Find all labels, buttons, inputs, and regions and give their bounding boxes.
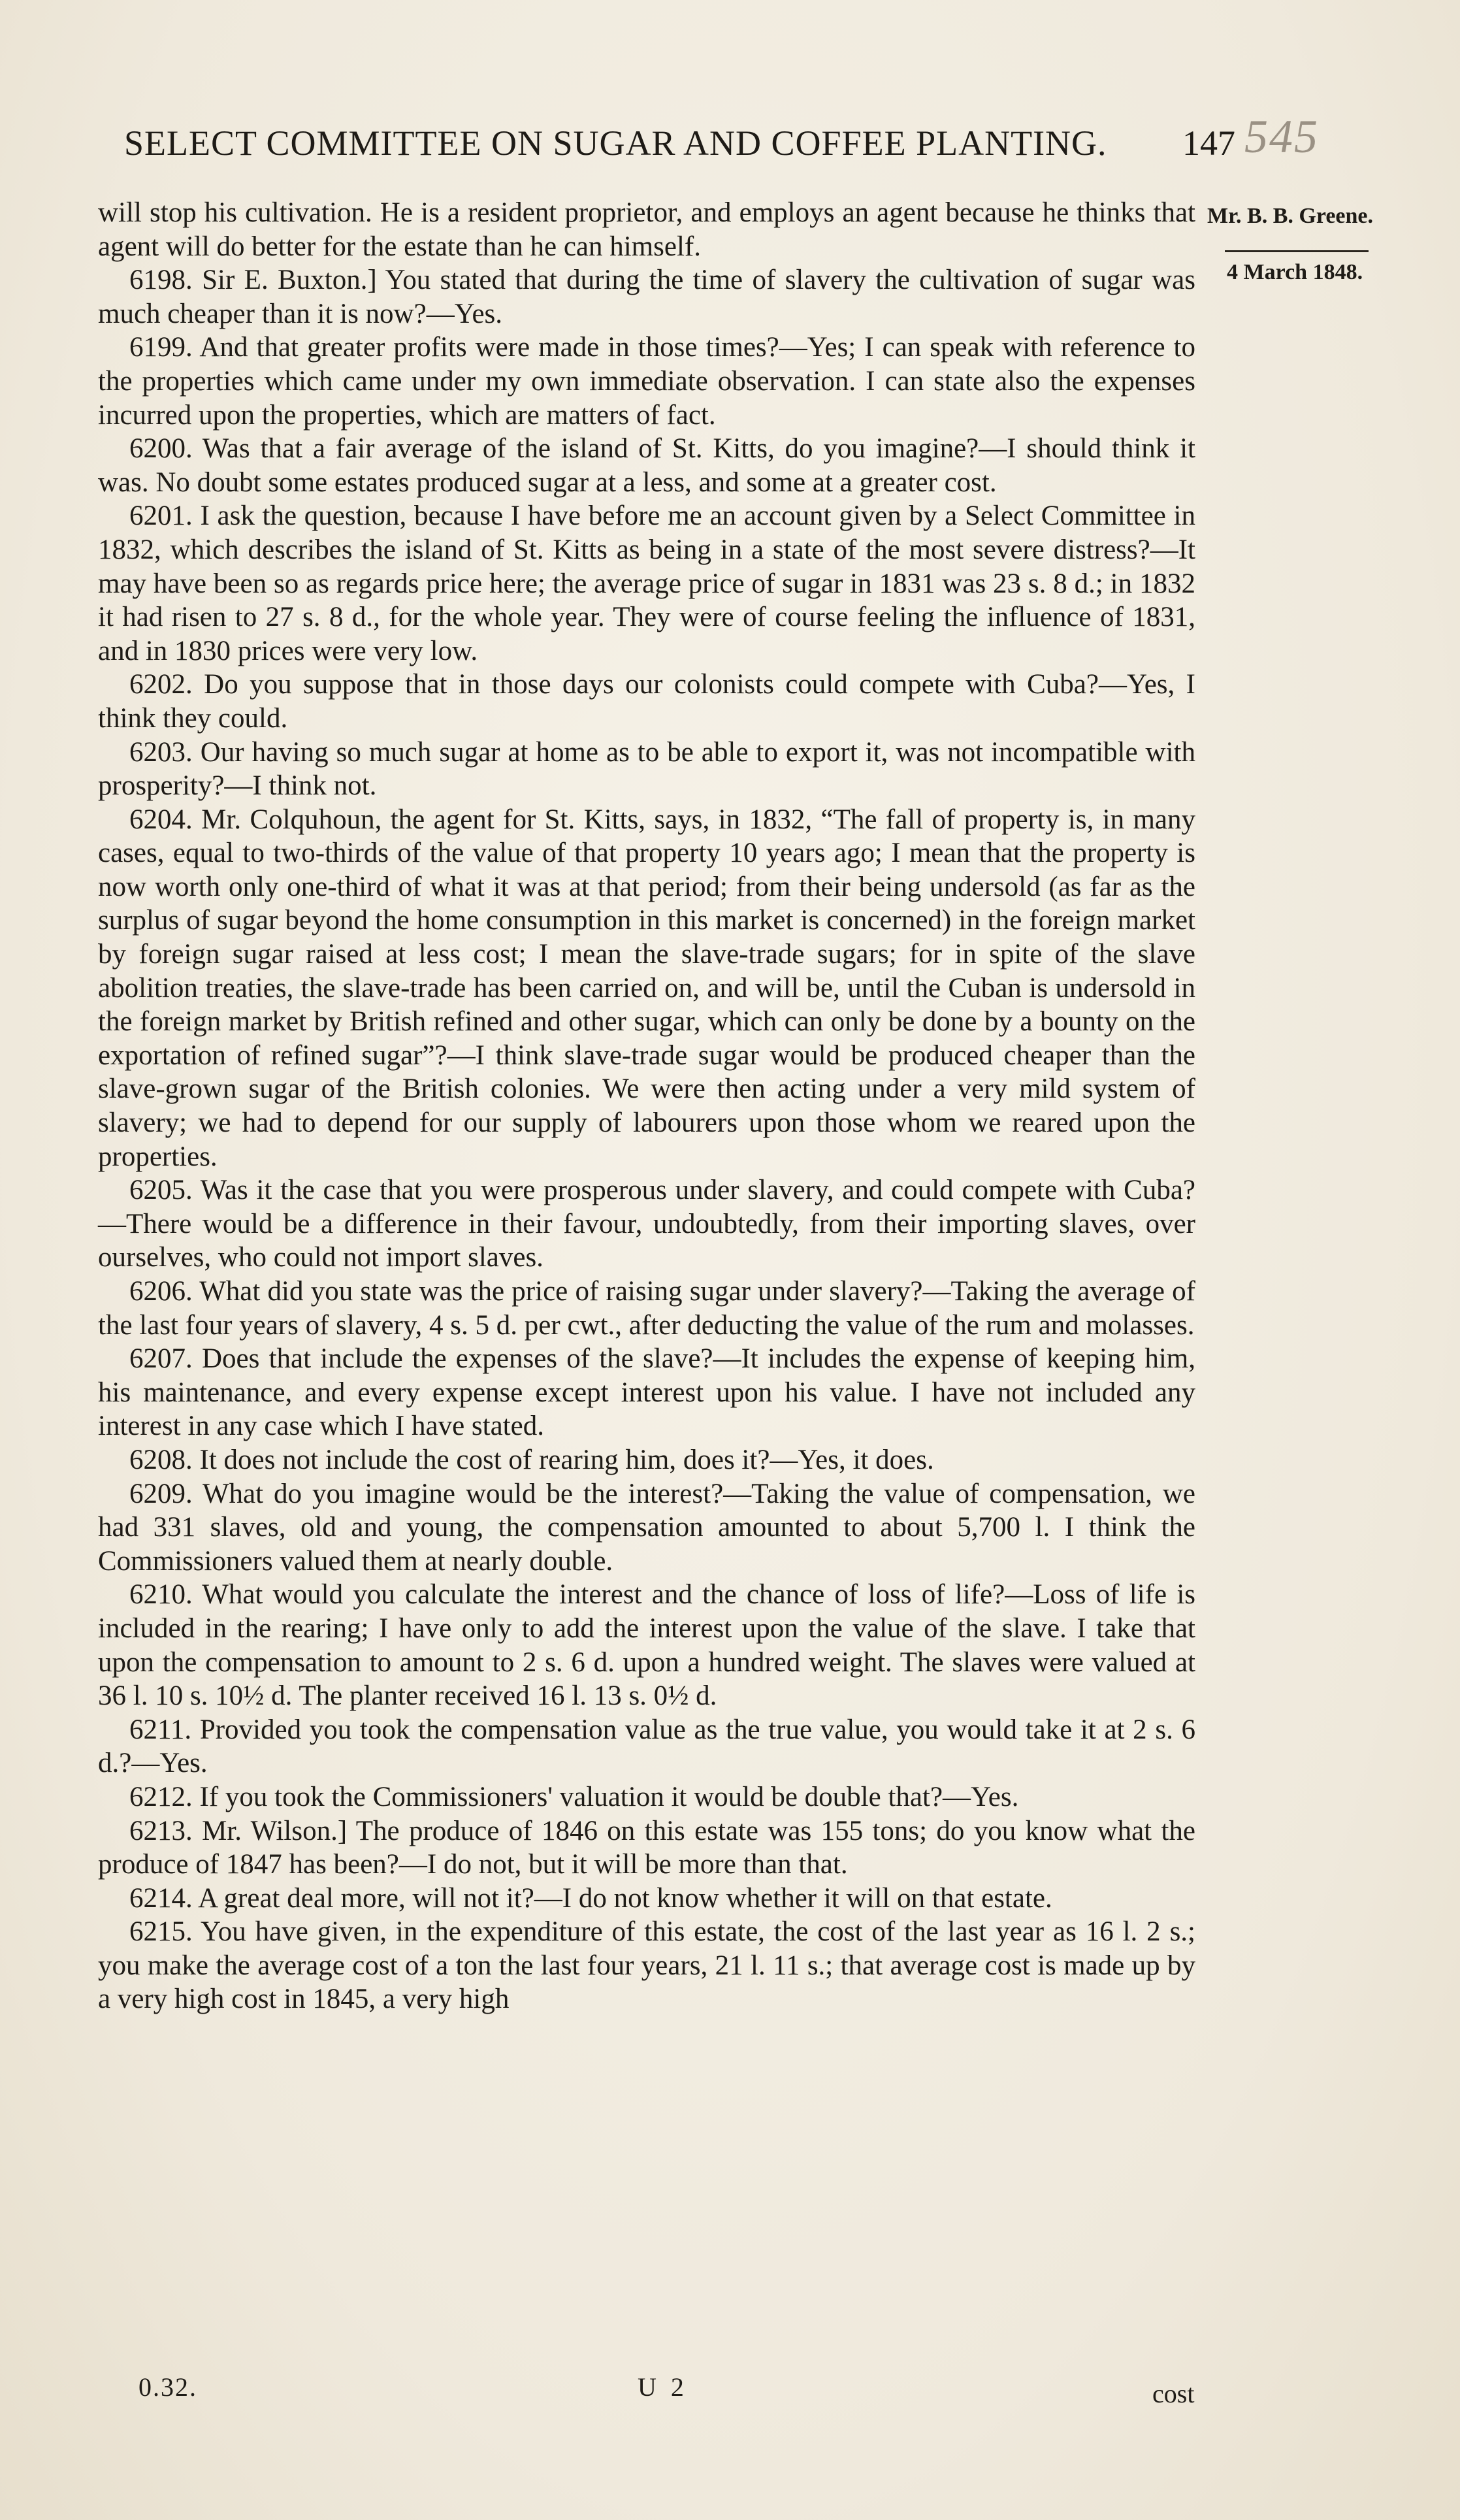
question-6207: 6207. Does that include the expenses of the slave?—It includes the expense of keeping him, his maintenance, and every expense except interest upon his value. I have not included any interest in any case which I have stated. xyxy=(98,1343,1195,1442)
question-6198: 6198. Sir E. Buxton.] You stated that during the time of slavery the cultivation of sugar was much cheaper than it is now?—Yes. xyxy=(98,265,1195,329)
question-6206: 6206. What did you state was the price of raising sugar under slavery?—Taking the average of the last four years of slavery, 4 s. 5 d. per cwt., after deducting the value of the rum and molasses. xyxy=(98,1276,1195,1341)
paragraph-continuation: will stop his cultivation. He is a resident proprietor, and employs an agent because he thinks that agent will do better for the estate than he can himself. xyxy=(98,197,1195,262)
question-6210: 6210. What would you calculate the interest and the chance of loss of life?—Loss of life is included in the rearing; I have only to add the interest upon the value of the slave. I take that upon the compensation to amount to 2 s. 6 d. upon a hundred weight. The slaves were valued at 36 l. 10 s. 10½ d. The planter received 16 l. 13 s. 0½ d. xyxy=(98,1579,1195,1712)
question-6209: 6209. What do you imagine would be the interest?—Taking the value of compensation, we had 331 slaves, old and young, the compensation amounted to about 5,700 l. I think the Commissioners valued them at nearly double. xyxy=(98,1478,1195,1577)
question-6201: 6201. I ask the question, because I have before me an account given by a Select Committee in 1832, which describes the island of St. Kitts as being in a state of the most severe distress?—It may have been so as regards price here; the average price of sugar in 1831 was 23 s. 8 d.; in 1832 it had risen to 27 s. 8 d., for the whole year. They were of course feeling the influence of 1831, and in 1830 prices were very low. xyxy=(98,500,1195,666)
question-6199: 6199. And that greater profits were made in those times?—Yes; I can speak with reference to the properties which came under my own immediate observation. I can state also the expenses incurred upon the properties, which are matters of fact. xyxy=(98,332,1195,431)
footer-sheet-mark: U 2 xyxy=(638,2372,688,2402)
page-number: 147 xyxy=(1182,123,1235,163)
footer-signature: 0.32. xyxy=(138,2372,197,2402)
question-6214: 6214. A great deal more, will not it?—I do not know whether it will on that estate. xyxy=(129,1882,1052,1914)
question-6213: 6213. Mr. Wilson.] The produce of 1846 on this estate was 155 tons; do you know what the produce of 1847 has been?—I do not, but it will be more than that. xyxy=(98,1815,1195,1880)
question-6203: 6203. Our having so much sugar at home as to be able to export it, was not incompatible with prosperity?—I think not. xyxy=(98,736,1195,802)
question-6211: 6211. Provided you took the compensation value as the true value, you would take it at 2 s. 6 d.?—Yes. xyxy=(98,1714,1195,1779)
testimony-body xyxy=(98,196,1195,2016)
question-6205: 6205. Was it the case that you were prosperous under slavery, and could compete with Cuba?—There would be a difference in their favour, undoubtedly, from their importing slaves, over ourselves, who could not import slaves. xyxy=(98,1175,1195,1273)
question-6208: 6208. It does not include the cost of rearing him, does it?—Yes, it does. xyxy=(129,1444,934,1475)
question-6200: 6200. Was that a fair average of the island of St. Kitts, do you imagine?—I should think it was. No doubt some estates produced sugar at a less, and some at a greater cost. xyxy=(98,433,1195,498)
header-title: SELECT COMMITTEE ON SUGAR AND COFFEE PLANTING. xyxy=(124,123,1107,163)
question-6215: 6215. You have given, in the expenditure of this estate, the cost of the last year as 16 l. 2 s.; you make the average cost of a ton the last four years, 21 l. 11 s.; that average cost is made up by a very high cost in 1845, a very high xyxy=(98,1916,1195,2015)
footer-catchword: cost xyxy=(1152,2379,1195,2408)
margin-date: 4 March 1848. xyxy=(1227,260,1363,284)
running-header xyxy=(124,123,1235,175)
margin-divider xyxy=(1225,250,1369,252)
question-6202: 6202. Do you suppose that in those days our colonists could compete with Cuba?—Yes, I think they could. xyxy=(98,669,1195,734)
question-6204: 6204. Mr. Colquhoun, the agent for St. Kitts, says, in 1832, “The fall of property is, in many cases, equal to two-thirds of the value of that property 10 years ago; I mean that the property is now worth only one-third of what it was at that period; from their being undersold (as far as the surplus of sugar beyond the home consumption in this market is concerned) in the foreign market by foreign sugar raised at less cost; I mean the slave-trade sugars; for in spite of the slave abolition treaties, the slave-trade has been carried on, and will be, until the Cuban is undersold in the foreign market by British refined and other sugar, which can only be done by a bounty on the exportation of refined sugar”?—I think slave-trade sugar would be produced cheaper than the slave-grown sugar of the British colonies. We were then acting under a very mild system of slavery; we had to depend for our supply of labourers upon those whom we reared upon the properties. xyxy=(98,804,1195,1172)
question-6212: 6212. If you took the Commissioners' valuation it would be double that?—Yes. xyxy=(129,1781,1019,1812)
handwritten-folio-number: 545 xyxy=(1244,110,1319,163)
margin-witness-name: Mr. B. B. Greene. xyxy=(1207,204,1374,228)
